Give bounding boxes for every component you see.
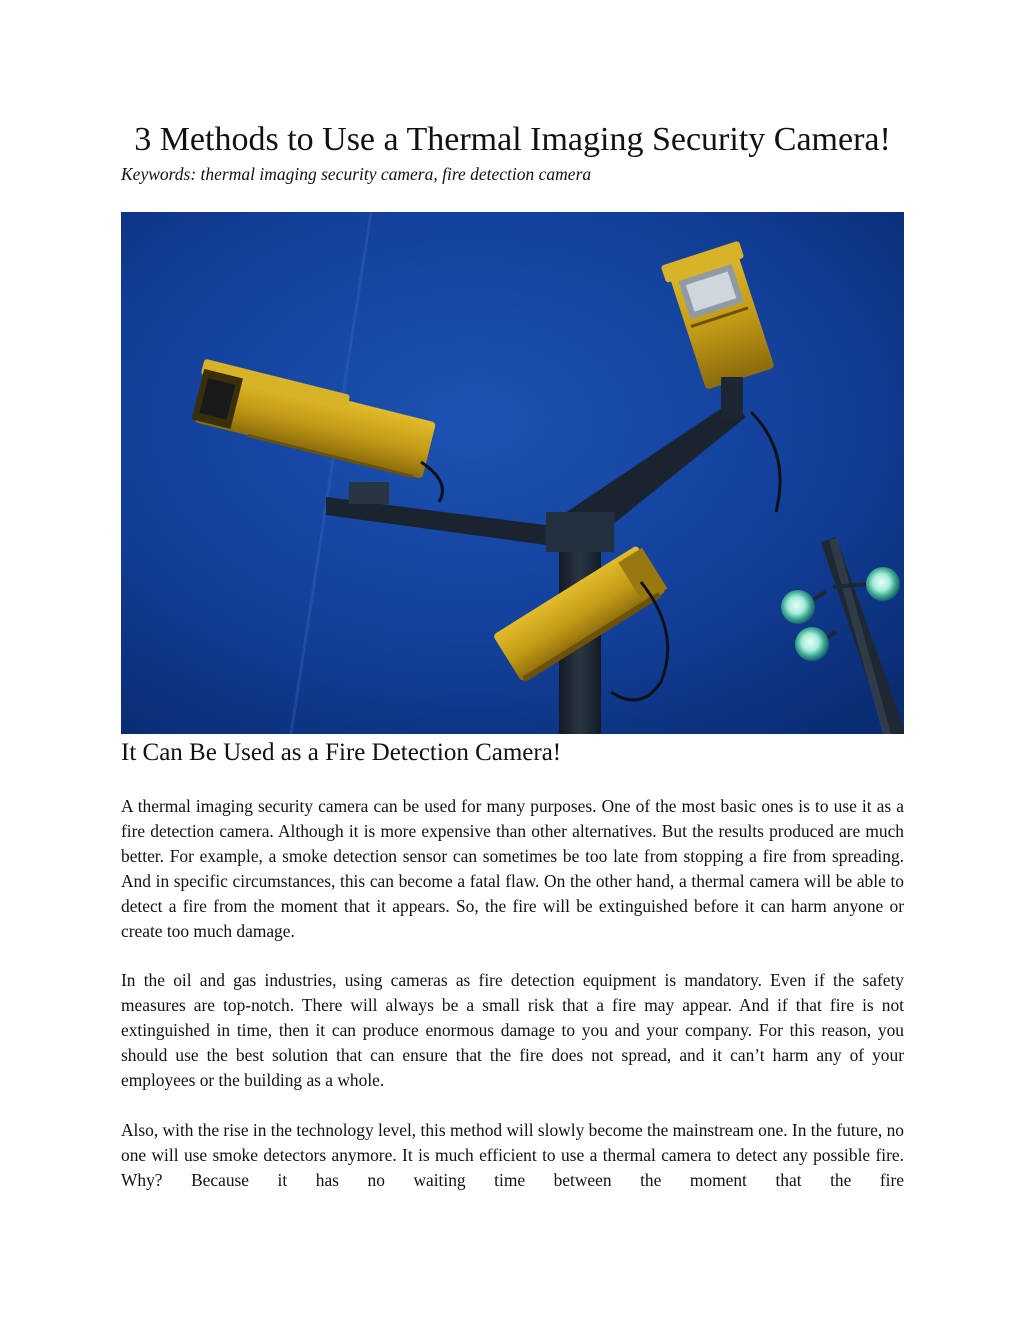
keywords-line: Keywords: thermal imaging security camera, fire detection camera <box>121 164 592 184</box>
body-paragraph: Also, with the rise in the technology level, this method will slowly become the mainstream one. In the future, no one will use smoke detectors anymore. It is much efficient to use a thermal camera to detect any possible fire. Why? Because it has no waiting time between the moment that the fire <box>121 1120 904 1190</box>
document-title: 3 Methods to Use a Thermal Imaging Security Camera! <box>134 121 891 158</box>
section-heading: It Can Be Used as a Fire Detection Camera! <box>121 739 562 766</box>
body-paragraph: A thermal imaging security camera can be used for many purposes. One of the most basic ones is to use it as a fire detection camera. Although it is more expensive than other alternatives. But the results produced are much better. For example, a smoke detection sensor can sometimes be too late from stopping a fire from spreading. And in specific circumstances, this can become a fatal flaw. On the other hand, a thermal camera will be able to detect a fire from the moment that it appears. So, the fire will be extinguished before it can harm anyone or create too much damage. <box>121 796 904 941</box>
body-paragraph: In the oil and gas industries, using cameras as fire detection equipment is mandatory. Even if the safety measures are top-notch. There will always be a small risk that a fire may appear. And if that fire is not extinguished in time, then it can produce enormous damage to you and your company. For this reason, you should use the best solution that can ensure that the fire does not spread, and it can’t harm any of your employees or the building as a whole. <box>121 970 904 1090</box>
security-cameras-photo <box>121 212 904 734</box>
